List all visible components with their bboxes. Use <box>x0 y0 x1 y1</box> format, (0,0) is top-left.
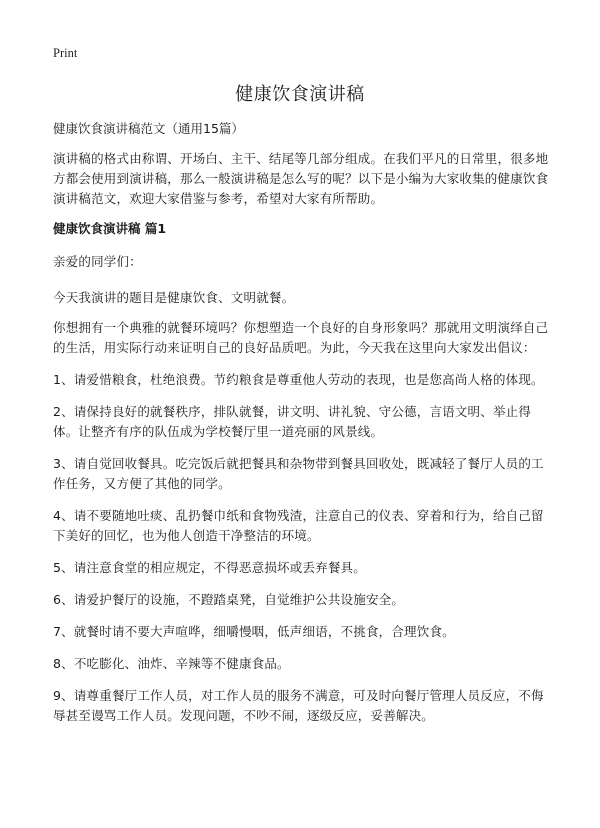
opening-paragraph: 你想拥有一个典雅的就餐环境吗？你想塑造一个良好的自身形象吗？那就用文明演绎自己的生活，用实际行动来证明自己的良好品质吧。为此，今天我在这里向大家发出倡议： <box>53 320 549 355</box>
section-heading: 健康饮食演讲稿 篇1 <box>53 221 167 236</box>
page-title: 健康饮食演讲稿 <box>235 84 365 105</box>
list-item: 8、不吃膨化、油炸、辛辣等不健康食品。 <box>53 656 290 671</box>
intro-paragraph: 演讲稿的格式由称谓、开场白、主干、结尾等几部分组成。在我们平凡的日常里，很多地方都会使用到演讲稿，那么一般演讲稿是怎么写的呢？以下是小编为大家收集的健康饮食演讲稿范文，欢迎大家借鉴与参考，希望对大家有所帮助。 <box>53 151 549 206</box>
list-item: 1、请爱惜粮食，杜绝浪费。节约粮食是尊重他人劳动的表现，也是您高尚人格的体现。 <box>53 372 544 387</box>
list-item: 5、请注意食堂的相应规定，不得恶意损坏或丢弃餐具。 <box>53 560 366 575</box>
list-item: 6、请爱护餐厅的设施，不蹬踏桌凳，自觉维护公共设施安全。 <box>53 592 405 607</box>
list-item: 9、请尊重餐厅工作人员，对工作人员的服务不满意，可及时向餐厅管理人员反应，不侮辱甚至谩骂工作人员。发现问题，不吵不闹，逐级反应，妥善解决。 <box>53 688 544 723</box>
list-item: 2、请保持良好的就餐秩序，排队就餐，讲文明、讲礼貌、守公德，言语文明、举止得体。让整齐有序的队伍成为学校餐厅里一道亮丽的风景线。 <box>53 404 532 439</box>
document-subtitle: 健康饮食演讲稿范文（通用15篇） <box>53 121 244 136</box>
print-link[interactable]: Print <box>53 46 78 60</box>
list-item: 4、请不要随地吐痰、乱扔餐巾纸和食物残渣，注意自己的仪表、穿着和行为，给自己留下美好的回忆，也为他人创造干净整洁的环境。 <box>53 508 544 543</box>
list-item: 3、请自觉回收餐具。吃完饭后就把餐具和杂物带到餐具回收处，既减轻了餐厅人员的工作任务，又方便了其他的同学。 <box>53 456 544 491</box>
speech-theme: 今天我演讲的题目是健康饮食、文明就餐。 <box>53 290 295 305</box>
document-body <box>53 121 550 738</box>
salutation: 亲爱的同学们： <box>53 254 142 269</box>
list-item: 7、就餐时请不要大声喧哗，细嚼慢咽，低声细语，不挑食，合理饮食。 <box>53 624 455 639</box>
